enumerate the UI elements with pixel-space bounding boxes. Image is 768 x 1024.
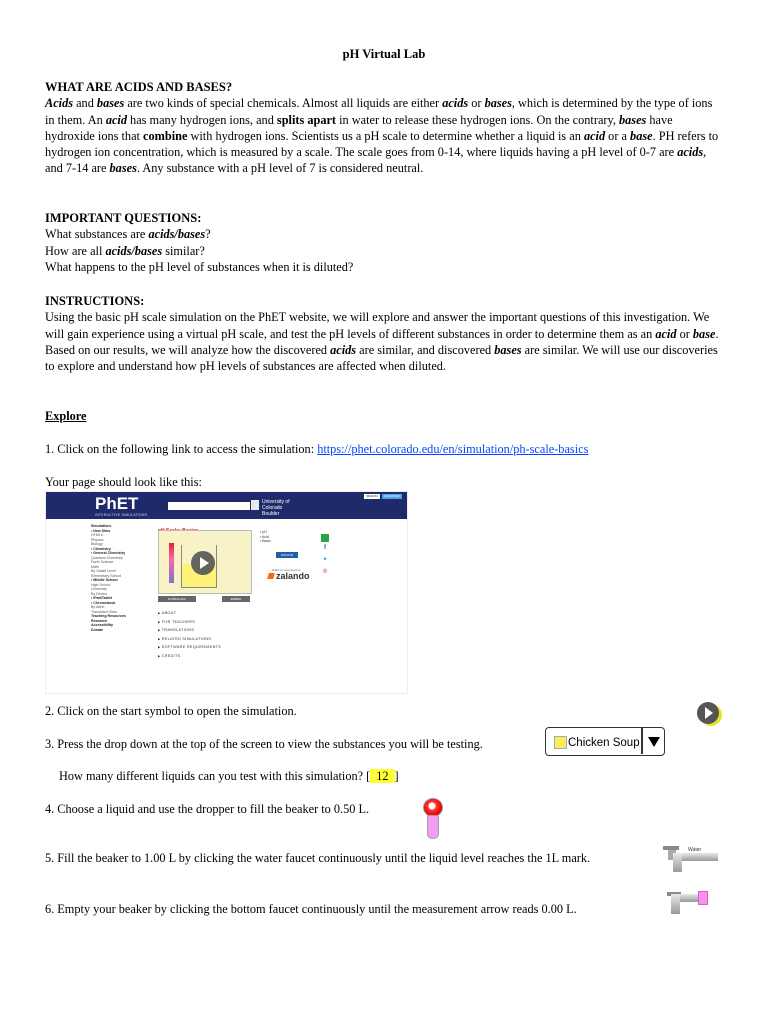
page-title: pH Virtual Lab	[342, 47, 426, 61]
play-icon	[191, 551, 215, 575]
text: ?	[205, 227, 211, 242]
topic-item: • Basic	[260, 539, 271, 543]
sidebar-item: • Chemistry	[91, 546, 111, 551]
twitter-icon: ✦	[322, 557, 328, 563]
step-1	[45, 441, 588, 457]
sidebar-item: • Chromebook	[91, 600, 116, 605]
sidebar-item: Research	[91, 618, 108, 623]
question-text: How many different liquids can you test with this simulation? [	[59, 769, 371, 783]
text: have hydroxide ions that	[45, 112, 673, 143]
section-instructions	[45, 293, 721, 374]
chevron-down-icon	[648, 737, 660, 747]
step-5: 5. Fill the beaker to 1.00 L by clicking the water faucet continuously until the liquid level reaches the 1L mark.	[45, 851, 591, 865]
term: base	[692, 326, 716, 341]
menu-item: ▶ TRANSLATIONS	[158, 626, 221, 635]
term: bases	[484, 96, 512, 111]
section-heading: WHAT ARE ACIDS AND BASES?	[45, 80, 233, 94]
section-important-questions	[45, 210, 721, 275]
signin-button: SIGN IN	[364, 494, 380, 499]
substance-color-swatch	[554, 736, 567, 749]
logo-subtitle: INTERACTIVE SIMULATIONS	[95, 513, 148, 517]
faucet-knob	[663, 846, 679, 850]
google-icon	[321, 534, 329, 542]
sidebar-item: Earth Science	[91, 560, 114, 564]
water-faucet-icon	[663, 842, 718, 872]
term: bases	[619, 112, 647, 127]
sidebar-item: Math	[91, 564, 99, 569]
sidebar	[91, 524, 151, 632]
step-6: 6. Empty your beaker by clicking the bottom faucet continuously until the measurement arrow reads 0.00 L.	[45, 902, 577, 916]
step-2: 2. Click on the start symbol to open the simulation.	[45, 704, 297, 718]
text: or	[676, 326, 693, 341]
question-2	[45, 243, 721, 259]
term: Acids	[45, 96, 74, 111]
term: bases	[109, 161, 137, 176]
section-acids-bases	[45, 79, 721, 177]
faucet-spout	[673, 853, 682, 872]
text: How are all	[45, 243, 106, 258]
paragraph	[45, 309, 721, 374]
sidebar-item: Biology	[91, 542, 103, 546]
logo-text: PhET	[95, 494, 139, 513]
info-menu	[158, 609, 221, 661]
menu-item: ▶ SOFTWARE REQUIREMENTS	[158, 643, 221, 652]
term: bases	[96, 96, 125, 111]
text: What substances are	[45, 227, 149, 242]
section-heading: INSTRUCTIONS:	[45, 294, 145, 308]
ph-meter-icon	[169, 543, 174, 583]
topic-list	[260, 530, 271, 544]
sidebar-item: HTML5	[91, 533, 103, 537]
sidebar-item: Physics	[91, 537, 104, 542]
paragraph	[45, 95, 721, 176]
look-caption: Your page should look like this:	[45, 475, 202, 489]
text: or a	[605, 128, 631, 143]
menu-item: ▶ ABOUT	[158, 609, 221, 618]
text: in water to release these hydrogen ions. On the contrary,	[336, 112, 619, 127]
term: acids/bases	[148, 227, 206, 242]
text: has many hydrogen ions, and	[126, 112, 277, 127]
step-3: 3. Press the drop down at the top of the screen to view the substances you will be testing.	[45, 737, 483, 751]
step-3-question	[59, 768, 399, 784]
text: are similar, and discovered	[356, 342, 495, 357]
sidebar-item: By Attrib	[91, 605, 105, 609]
menu-item: ▶ RELATED SIMULATIONS	[158, 635, 221, 644]
cu-logo-icon	[251, 500, 259, 510]
social-icons	[321, 532, 329, 578]
topic-item: • pH	[260, 530, 267, 534]
sidebar-item: By Grade Level	[91, 569, 116, 573]
start-play-icon	[697, 702, 719, 724]
sidebar-item: Quantum Chemistry	[91, 555, 123, 560]
menu-item: ▶ CREDITS	[158, 652, 221, 661]
question-1	[45, 226, 721, 242]
text: and	[73, 96, 97, 111]
text: . Based on our results, we will analyze how the discovered	[45, 326, 719, 357]
university-label: University of Colorado Boulder	[262, 499, 290, 517]
question-text: ]	[394, 769, 399, 783]
facebook-icon: f	[324, 545, 326, 551]
sidebar-item: • Middle School	[91, 578, 118, 582]
dropper-tube	[427, 815, 439, 839]
supported-by-label: PhET is supported by	[272, 568, 301, 572]
term: acid	[583, 128, 606, 143]
text: or	[468, 96, 485, 111]
download-button: DOWNLOAD	[158, 596, 196, 602]
substance-dropdown[interactable]	[545, 727, 665, 756]
term: combine	[143, 128, 188, 143]
sidebar-item: • New Sims	[91, 528, 111, 533]
dropdown-label: Chicken Soup	[568, 737, 640, 749]
menu-item: ▶ FOR TEACHERS	[158, 618, 221, 627]
term: acids	[442, 96, 469, 111]
text: with hydrogen ions. Scientists us a pH scale to determine whether a liquid is an	[187, 128, 584, 143]
section-heading: IMPORTANT QUESTIONS:	[45, 211, 202, 225]
sidebar-item: Donate	[91, 627, 104, 632]
term: acids/bases	[105, 243, 163, 258]
sidebar-item: University	[91, 587, 107, 591]
topic-item: • Acid	[260, 534, 269, 539]
step-4: 4. Choose a liquid and use the dropper to fill the beaker to 0.50 L.	[45, 802, 370, 816]
phet-logo	[95, 495, 147, 517]
sidebar-item: By Device	[91, 591, 108, 596]
text: Using the basic pH scale simulation on the PhET website, we will explore and answer the important questions of this investigation. We will gain experience using a virtual pH scale, and test the pH levels of different substances in order to determine them as an	[45, 310, 710, 341]
term: bases	[494, 342, 522, 357]
phet-page-screenshot	[45, 491, 408, 694]
explore-heading: Explore	[45, 409, 87, 423]
term: acids	[677, 145, 704, 160]
sidebar-item: Translated Sims	[91, 609, 117, 614]
answer-field[interactable]: 12	[370, 769, 394, 783]
sidebar-item: Accessibility	[91, 623, 113, 627]
donate-button: DONATE	[276, 552, 298, 558]
phet-header	[46, 492, 407, 519]
dropper-icon	[422, 798, 442, 845]
sidebar-item: • General Chemistry	[91, 551, 126, 555]
faucet-label: Water	[688, 847, 702, 853]
register-button: REGISTER	[382, 494, 402, 499]
faucet-spout	[671, 894, 680, 914]
drain-connector	[698, 891, 708, 905]
sidebar-item: Elementary School	[91, 573, 122, 578]
term: base	[630, 128, 653, 143]
sidebar-item: High School	[91, 582, 111, 587]
simulation-link[interactable]: https://phet.colorado.edu/en/simulation/ph-scale-basics	[317, 442, 589, 456]
sidebar-item: • iPad/Tablet	[91, 596, 113, 600]
text: . PH refers to hydrogen ion concentration, which is measured by a scale. The scale goes from 0-14, where liquids having a pH level of 0-7 are	[45, 128, 719, 160]
sidebar-item: Simulations	[91, 524, 112, 528]
dropdown-divider	[641, 728, 643, 754]
text: , and 7-14 are	[45, 145, 707, 176]
embed-button: EMBED	[222, 596, 250, 602]
pinterest-icon: ℗	[322, 569, 328, 575]
text: , which is determined by the type of ions in them. An	[45, 96, 713, 127]
text: are similar. We will use our discoveries to explore and understand how pH levels of substances are affected when diluted.	[45, 342, 718, 374]
question-3: What happens to the pH level of substances when it is diluted?	[45, 259, 354, 274]
term: acid	[105, 112, 127, 127]
text: similar?	[162, 243, 205, 258]
text: are two kinds of special chemicals. Almost all liquids are either	[124, 96, 443, 111]
sponsor-logo: zalando	[268, 568, 310, 584]
step-text: 1. Click on the following link to access the simulation:	[45, 442, 318, 456]
sidebar-item: Teaching Resources	[91, 614, 126, 618]
term: acid	[655, 326, 677, 341]
text: . Any substance with a pH level of 7 is considered neutral.	[136, 161, 424, 176]
term: splits apart	[276, 112, 337, 127]
search-input	[168, 502, 250, 510]
drain-faucet-icon	[667, 889, 709, 919]
term: acids	[330, 342, 357, 357]
